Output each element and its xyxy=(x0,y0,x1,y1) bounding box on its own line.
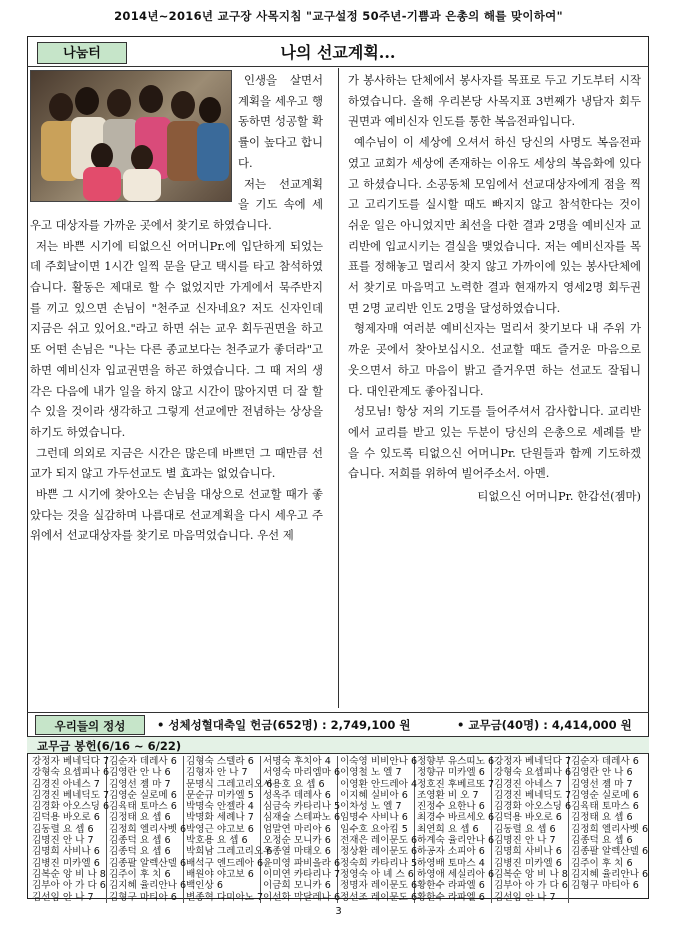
roster-entry: 서용호 요 셉 6 xyxy=(263,778,325,790)
roster-entry: 김육태 토마스 6 xyxy=(109,801,177,813)
roster-entry: 김영순 실로메 6 xyxy=(109,789,177,801)
roster-entry: 전재은 레이문도 6 xyxy=(340,835,418,847)
roster-entry: 김부아 아 가 다 6 xyxy=(32,880,106,892)
roster-entry: 김동렬 요 셉 6 xyxy=(32,823,94,835)
roster-entry: 백인상 6 xyxy=(186,880,223,892)
roster-entry: 진정수 요한나 6 xyxy=(417,801,485,813)
paragraph-left-5: 바쁜 그 시기에 찾아오는 손님을 대상으로 선교할 때가 좋았다는 것을 실감하며 나름대로 선교계획을 다시 세우고 주위에서 선교대상자를 찾기로 마음먹었습니다. 우선 제 xyxy=(30,487,323,543)
roster-entry: 이선화 막달레나 6 xyxy=(263,891,341,903)
roster-entry: 김형자 안 나 7 xyxy=(186,767,248,779)
title-rule xyxy=(27,66,649,67)
roster-entry: 우종열 마태오 6 xyxy=(263,846,331,858)
roster-entry: 강정자 베네딕다 7 xyxy=(494,756,572,767)
roster-entry: 김영란 안 나 6 xyxy=(571,767,633,779)
roster-entry: 강형숙 요셉피나 6 xyxy=(32,767,110,779)
column-divider xyxy=(338,68,339,708)
roster-entry: 황한수 라파엘 6 xyxy=(417,880,485,892)
roster-entry: 김부아 아 가 다 6 xyxy=(494,880,568,892)
roster-entry: 김경화 아오스딩 6 xyxy=(32,801,110,813)
roster-entry: 박호용 요 셉 6 xyxy=(186,835,248,847)
offering-label: 우리들의 정성 xyxy=(35,715,145,735)
roster-entry: 김형숙 스텔라 6 xyxy=(186,756,254,767)
roster-entry: 엄말연 마리아 6 xyxy=(263,823,331,835)
roster-column xyxy=(261,756,341,903)
roster-entry: 김영선 젬 마 7 xyxy=(571,778,633,790)
roster-entry: 김지혜 율리안나 6 xyxy=(109,880,187,892)
roster-entry: 김종덕 요 셉 6 xyxy=(109,846,171,858)
roster-entry: 조영환 비 오 7 xyxy=(417,789,479,801)
roster-entry: 윤미영 파비올라 6 xyxy=(263,857,341,869)
roster-entry: 김덕용 바오로 6 xyxy=(32,812,100,824)
roster-entry: 강형숙 요셉피나 6 xyxy=(494,767,572,779)
roster-entry: 배석구 엔드레아 6 xyxy=(186,857,264,869)
roster-entry: 박명숙 안젤라 4 xyxy=(186,801,254,813)
roster-entry: 최연희 요 셉 6 xyxy=(417,823,479,835)
roster-entry: 심금숙 카타리나 5 xyxy=(263,801,341,813)
roster-entry: 김선임 안 나 7 xyxy=(494,891,556,903)
roster-entry: 서명숙 후치아 4 xyxy=(263,756,331,767)
page-header: 2014년~2016년 교구장 사목지침 "교구설정 50주년-기쁨과 은총의 해를 맞이하여" xyxy=(114,9,563,23)
roster-entry: 김주이 후 치 6 xyxy=(109,868,171,880)
roster-entry: 이미연 카타리나 7 xyxy=(263,868,341,880)
roster-entry: 김정희 엘리사벳 6 xyxy=(109,823,187,835)
roster-entry: 정호진 후베르또 7 xyxy=(417,778,495,790)
roster-entry: 김명진 안 나 7 xyxy=(494,835,556,847)
roster-column xyxy=(569,756,649,903)
roster-entry: 김종팔 알렉산델 6 xyxy=(571,846,649,858)
roster-column xyxy=(107,756,187,903)
paragraph-right-2: 예수님이 이 세상에 오셔서 하신 당신의 사명도 복음전파였고 교회가 세상에 존재하는 이유도 세상의 복음화에 있다고 하셨습니다. 소공동체 모임에서 선교대상자에게 점을 찍고 고리기도를 실시할 때도 빠지지 않고 참석한다는 것이 쉬운 일은 아니었지만 최선을 다한 결과 2명을 예비신자 교리반에 입교시키는 결실을 맺었습니다. 저는 예비신자를 목표를 정해놓고 멀리서 찾지 않고 가까이에 있는 봉사단체에서 찾기로 마음먹고 노력한 결과 현재까지 영세2명 회두권면 2명 교리반 인도 2명을 달성하였습니다. xyxy=(348,135,641,315)
roster-entry: 황한수 라파엘 6 xyxy=(417,891,485,903)
roster-entry: 김정태 요 셉 6 xyxy=(109,812,171,824)
author-signature: 티없으신 어머니Pr. 한갑선(젬마) xyxy=(477,489,641,504)
roster-entry: 박영근 야고보 6 xyxy=(186,823,254,835)
roster-entry: 김종팔 알렉산델 6 xyxy=(109,857,187,869)
roster-entry: 이숙영 비비안나 6 xyxy=(340,756,418,767)
roster-entry: 하영배 토마스 4 xyxy=(417,857,485,869)
roster-entry: 박명화 세례나 7 xyxy=(186,812,254,824)
article-title: 나의 선교계획... xyxy=(280,43,396,62)
roster-entry: 김복순 앙 비 나 8 xyxy=(32,868,106,880)
paragraph-left-4: 그런데 의외로 지금은 시간은 많은데 바쁘던 그 때만큼 선교가 되지 않고 가두선교도 별 효과는 없었습니다. xyxy=(30,445,323,481)
roster-entry: 이차성 노 엘 7 xyxy=(340,801,402,813)
roster-entry: 김병진 미카엘 6 xyxy=(32,857,100,869)
roster-entry: 박희남 그레고리오 6 xyxy=(186,846,273,858)
roster-entry: 변종혁 다미아노 7 xyxy=(186,891,264,903)
roster-entry: 정향부 유스띠노 6 xyxy=(417,756,495,767)
article-column-right xyxy=(348,70,641,507)
roster-column xyxy=(492,756,572,903)
roster-entry: 하계숙 율리안나 6 xyxy=(417,835,495,847)
article-column-left xyxy=(30,70,323,546)
roster-entry: 정숙희 카타리나 5 xyxy=(340,857,418,869)
paragraph-right-4: 성모님! 항상 저의 기도를 들어주셔서 감사합니다. 교리반에서 교리를 받고 있는 두분이 당신의 은총으로 세례를 받을 수 있도록 티없으신 어머니Pr. 단원들과 함께 기도하겠습니다. 저희를 위하여 빌어주소서. 아멘. xyxy=(348,404,641,481)
roster-entry: 문순규 미카엘 5 xyxy=(186,789,254,801)
offering-bar xyxy=(27,714,649,736)
roster-entry: 이영철 노 엘 7 xyxy=(340,767,402,779)
roster-entry: 김영순 실로메 6 xyxy=(571,789,639,801)
roster-entry: 배원야 야고보 6 xyxy=(186,868,254,880)
offering-feast-total: • 성체성혈대축일 헌금(652명) : 2,749,100 원 xyxy=(157,718,411,732)
roster-column xyxy=(415,756,495,903)
section-tag: 나눔터 xyxy=(37,42,127,64)
roster-entry: 김영선 젬 마 7 xyxy=(109,778,171,790)
roster-entry: 성옥주 데레사 6 xyxy=(263,789,331,801)
roster-entry: 정영숙 아 녜 스 6 xyxy=(340,868,414,880)
roster-entry: 김영란 안 나 6 xyxy=(109,767,171,779)
page-number: 3 xyxy=(335,906,342,917)
roster-entry: 김순자 데레사 6 xyxy=(571,756,639,767)
paragraph-left-2: 저는 선교계획을 기도 속에 세우고 대상자를 가까운 곳에서 찾기로 하였습니다. xyxy=(30,176,323,232)
roster-entry: 김경화 아오스딩 6 xyxy=(494,801,572,813)
roster-entry: 김경진 아네스 7 xyxy=(494,778,562,790)
roster-entry: 정선조 레이문도 6 xyxy=(340,891,418,903)
roster-title: 교무금 봉헌(6/16 ~ 6/22) xyxy=(27,736,649,754)
roster-entry: 하공자 소피아 6 xyxy=(417,846,485,858)
roster-entry: 김경진 베네딕도 7 xyxy=(494,789,572,801)
roster-entry: 김명희 사비나 6 xyxy=(494,846,562,858)
roster-entry: 김복순 앙 비 나 8 xyxy=(494,868,568,880)
roster-entry: 김형구 마티아 6 xyxy=(571,880,639,892)
roster-column xyxy=(338,756,418,903)
roster-entry: 김정태 요 셉 6 xyxy=(571,812,633,824)
section-rule xyxy=(27,712,649,713)
roster-entry: 김명진 안 나 7 xyxy=(32,835,94,847)
roster-entry: 김정희 엘리사벳 6 xyxy=(571,823,649,835)
roster-column xyxy=(184,756,273,903)
roster-entry: 정상환 레이문도 6 xyxy=(340,846,418,858)
roster-entry: 김형구 마티아 6 xyxy=(109,891,177,903)
offering-dues-total: • 교무금(40명) : 4,414,000 원 xyxy=(457,718,632,732)
roster-entry: 김동렬 요 셉 6 xyxy=(494,823,556,835)
roster-entry: 김순자 데레사 6 xyxy=(109,756,177,767)
roster-entry: 임수호 요아킴 5 xyxy=(340,823,408,835)
roster-entry: 김덕용 바오로 6 xyxy=(494,812,562,824)
paragraph-left-1: 인생을 살면서 계획을 세우고 행동하면 성공할 확률이 높다고 합니다. xyxy=(238,73,323,170)
roster-entry: 이영환 안드레아 4 xyxy=(340,778,418,790)
roster-entry: 김병진 미카엘 6 xyxy=(494,857,562,869)
roster-entry: 정명자 레이문도 6 xyxy=(340,880,418,892)
roster-entry: 심재술 스테파노 6 xyxy=(263,812,341,824)
roster-entry: 이금희 모니카 6 xyxy=(263,880,331,892)
roster-entry: 임명수 사비나 6 xyxy=(340,812,408,824)
roster-entry: 김육태 토마스 6 xyxy=(571,801,639,813)
article-title-bar xyxy=(27,42,649,66)
roster-entry: 김선임 안 나 7 xyxy=(32,891,94,903)
roster-entry: 하영애 세실리아 6 xyxy=(417,868,495,880)
roster-entry: 서영숙 마리엠마 6 xyxy=(263,767,341,779)
roster-column xyxy=(30,756,110,903)
roster-entry: 김종덕 요 셉 6 xyxy=(109,835,171,847)
roster-entry: 김명희 사비나 6 xyxy=(32,846,100,858)
paragraph-right-3: 형제자매 여러분 예비신자는 멀리서 찾기보다 내 주위 가까운 곳에서 찾아보십시오. 선교할 때도 즐거운 마음으로 웃으면서 하고 마음이 밝고 즐거우면 하는 선교도 잘됩니다. 대인관계도 좋아집니다. xyxy=(348,321,641,398)
roster-entry: 김주이 후 치 6 xyxy=(571,857,633,869)
roster-entry: 강정자 베네딕다 7 xyxy=(32,756,110,767)
roster-entry: 김경진 베네딕도 7 xyxy=(32,789,110,801)
roster-entry: 오정순 모니카 6 xyxy=(263,835,331,847)
roster-entry: 김지혜 율리안나 6 xyxy=(571,868,649,880)
donor-roster xyxy=(30,756,649,903)
roster-entry: 이지혜 실비아 6 xyxy=(340,789,408,801)
group-photo xyxy=(30,70,232,202)
roster-entry: 김종덕 요 셉 6 xyxy=(571,835,633,847)
roster-entry: 문명식 그레고리오 6 xyxy=(186,778,273,790)
roster-entry: 김경진 아네스 7 xyxy=(32,778,100,790)
paragraph-right-1: 가 봉사하는 단체에서 봉사자를 목표로 두고 기도부터 시작하였습니다. 올해 우리본당 사목지표 3번째가 냉담자 회두권면과 예비신자 인도를 통한 복음전파입니다. xyxy=(348,73,641,129)
roster-entry: 최경수 바르세오 6 xyxy=(417,812,495,824)
roster-entry: 정향규 미카엘 6 xyxy=(417,767,485,779)
paragraph-left-3: 저는 바쁜 시기에 티없으신 어머니Pr.에 입단하게 되었는데 주회날이면 1시간 일찍 문을 닫고 택시를 타고 참석하였습니다. 활동은 제대로 할 수 없었지만 가게에서 묵주반지를 끼고 있으면 손님이 "천주교 신자네요? 저도 신자인데 지금은 쉬고 있어요."라고 하면 쉬는 교우 회두권면을 하고 또 어떤 손님은 "나는 다른 종교보다는 천주교가 좋더라"고 하면 예비신자 입교권면을 하곤 하였습니다. 그 때 저의 생각은 다음에 내가 일을 하지 않고 시간이 많아지면 더 잘 할 수 있을 것이라 생각하고 그렇게 선교에만 전념하는 상상을 하기도 하였습니다. xyxy=(30,238,323,439)
